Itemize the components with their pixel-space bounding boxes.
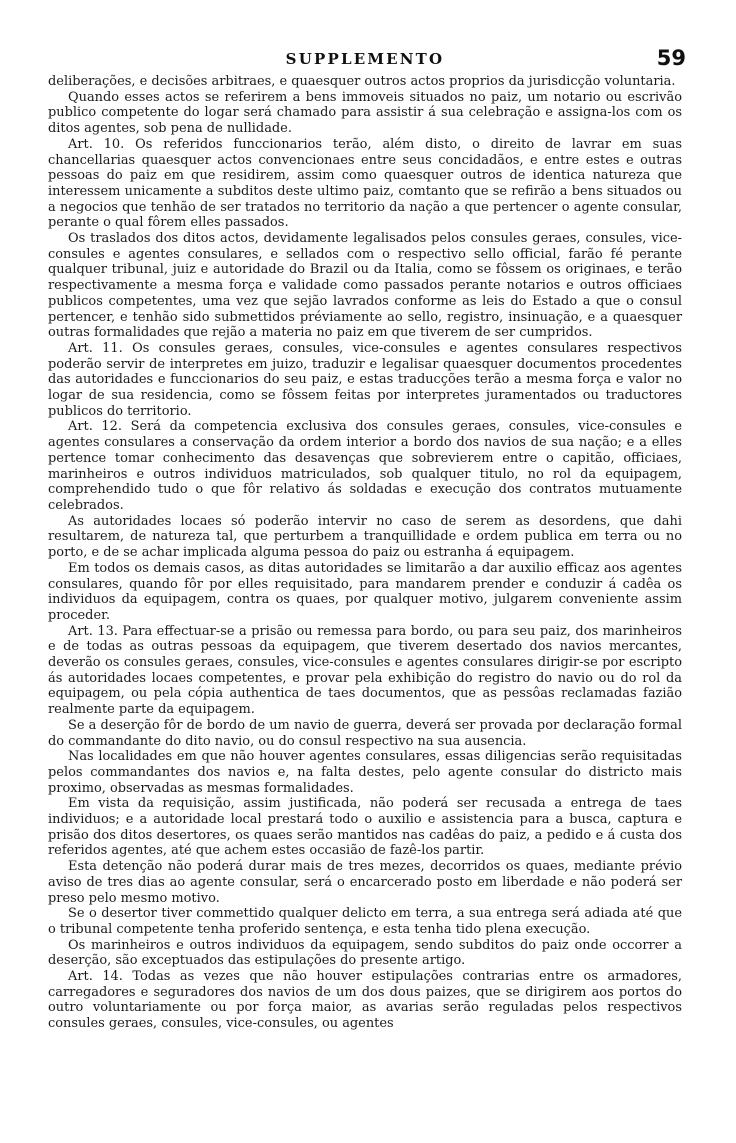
article-14: Art. 14. Todas as vezes que não houver estipulações contrarias entre os armadores, carregadores e seguradores dos navios de um dos dous paizes, que se dirigirem aos portos do outro voluntariamente ou por força maior, as avarias serão reguladas pelos respectivos consules geraes, consules, vice-consules, ou agentes bbox=[48, 969, 682, 1032]
page-number: 59 bbox=[656, 46, 686, 70]
paragraph: Nas localidades em que não houver agentes consulares, essas diligencias serão requisitadas pelos commandantes dos navios e, na falta destes, pelo agente consular do districto mais proximo, observadas as mesmas formalidades. bbox=[48, 749, 682, 796]
paragraph: Em vista da requisição, assim justificada, não poderá ser recusada a entrega de taes individuos; e a autoridade local prestará todo o auxilio e assistencia para a busca, captura e prisão dos ditos desertores, os quaes serão mantidos nas cadêas do paiz, a pedido e á custa dos referidos agentes, até que achem estes occasião de fazê-los partir. bbox=[48, 796, 682, 859]
paragraph: Em todos os demais casos, as ditas autoridades se limitarão a dar auxilio efficaz aos agentes consulares, quando fôr por elles requisitado, para mandarem prender e conduzir á cadêa os individuos da equipagem, contra os quaes, por qualquer motivo, julgarem conveniente assim proceder. bbox=[48, 560, 682, 623]
article-12: Art. 12. Será da competencia exclusiva dos consules geraes, consules, vice-consules e agentes consulares a conservação da ordem interior a bordo dos navios de sua nação; e a elles pertence tomar conhecimento das desavenças que sobrevierem entre o capitão, officiaes, marinheiros e outros individuos matriculados, sob qualquer titulo, no rol da equipagem, comprehendido tudo o que fôr relativo ás soldadas e execução dos contratos mutuamente celebrados. bbox=[48, 419, 682, 513]
paragraph: Se o desertor tiver commettido qualquer delicto em terra, a sua entrega será adiada até que o tribunal competente tenha proferido sentença, e esta tenha tido plena execução. bbox=[48, 906, 682, 937]
paragraph: Os marinheiros e outros individuos da equipagem, sendo subditos do paiz onde occorrer a deserção, são exceptuados das estipulações do presente artigo. bbox=[48, 937, 682, 969]
paragraph: deliberações, e decisões arbitraes, e quaesquer outros actos proprios da jurisdicção voluntaria. bbox=[48, 74, 676, 89]
paragraph: Quando esses actos se referirem a bens immoveis situados no paiz, um notario ou escrivão publico competente do logar será chamado para assistir á sua celebração e assigna-los com os ditos agentes, sob pena de nullidade. bbox=[48, 89, 682, 137]
paragraph: Esta detenção não poderá durar mais de tres mezes, decorridos os quaes, mediante prévio aviso de tres dias ao agente consular, será o encarcerado posto em liberdade e não poderá ser preso pelo mesmo motivo. bbox=[48, 859, 682, 906]
article-11: Art. 11. Os consules geraes, consules, vice-consules e agentes consulares respectivos poderão servir de interpretes em juizo, traduzir e legalisar quaesquer documentos procedentes das autoridades e funccionarios do seu paiz, e estas traducções terão a mesma força e valor no logar de sua residencia, como se fôssem feitas por interpretes juramentados ou traductores publicos do territorio. bbox=[48, 340, 682, 419]
paragraph: Os traslados dos ditos actos, devidamente legalisados pelos consules geraes, consules, vice-consules e agentes consulares, e sellados com o respectivo sello official, farão fé perante qualquer tribunal, juiz e autoridade do Brazil ou da Italia, como se fôssem os originaes, e terão respectivamente a mesma força e validade como passados perante notarios e outros officiaes publicos competentes, uma vez que sejão lavrados conforme as leis do Estado a que o consul pertencer, e tenhão sido submettidos préviamente ao sello, registro, insinuação, e a quaesquer outras formalidades que rejão a materia no paiz em que tiverem de ser cumpridos. bbox=[48, 231, 682, 341]
article-10: Art. 10. Os referidos funccionarios terão, além disto, o direito de lavrar em suas chancellarias quaesquer actos convencionaes entre seus concidadãos, e entre estes e outras pessoas do paiz em que residirem, assim como quaesquer outros de identica natureza que interessem unicamente a subditos deste ultimo paiz, comtanto que se refirão a bens situados ou a negocios que tenhão de ser tratados no territorio da nação a que pertencer o agente consular, perante o qual fôrem elles passados. bbox=[48, 136, 682, 231]
body-text bbox=[48, 74, 682, 1032]
article-13: Art. 13. Para effectuar-se a prisão ou remessa para bordo, ou para seu paiz, dos marinheiros e de todas as outras pessoas da equipagem, que tiverem desertado dos navios mercantes, deverão os consules geraes, consules, vice-consules e agentes consulares dirigir-se por escripto ás autoridades locaes competentes, e provar pela exhibição do registro do navio ou do rol da equipagem, ou pela cópia authentica de taes documentos, que as pessôas reclamadas fazião realmente parte da equipagem. bbox=[48, 623, 682, 718]
running-title: SUPPLEMENTO bbox=[285, 50, 445, 68]
page-header bbox=[48, 46, 686, 72]
paragraph: As autoridades locaes só poderão intervir no caso de serem as desordens, que dahi resultarem, de natureza tal, que perturbem a tranquillidade e ordem publica em terra ou no porto, e de se achar implicada alguma pessoa do paiz ou estranha á equipagem. bbox=[48, 513, 682, 561]
paragraph: Se a deserção fôr de bordo de um navio de guerra, deverá ser provada por declaração formal do commandante do dito navio, ou do consul respectivo na sua ausencia. bbox=[48, 717, 682, 749]
